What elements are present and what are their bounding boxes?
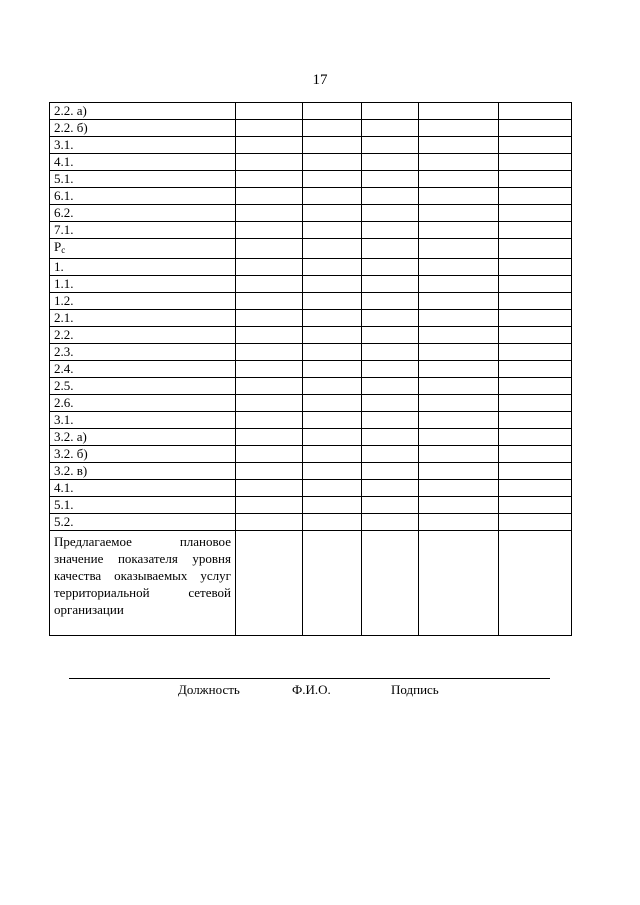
data-table	[49, 102, 572, 636]
empty-cell	[419, 480, 499, 497]
row-label: 1.2.	[50, 293, 236, 310]
empty-cell	[303, 222, 362, 239]
empty-cell	[419, 276, 499, 293]
empty-cell	[362, 361, 419, 378]
table-row	[50, 480, 572, 497]
row-label: 2.2. б)	[50, 120, 236, 137]
empty-cell	[236, 531, 303, 636]
empty-cell	[419, 239, 499, 259]
empty-cell	[236, 344, 303, 361]
empty-cell	[236, 463, 303, 480]
empty-cell	[236, 293, 303, 310]
empty-cell	[419, 293, 499, 310]
empty-cell	[236, 412, 303, 429]
empty-cell	[362, 222, 419, 239]
empty-cell	[303, 531, 362, 636]
empty-cell	[362, 463, 419, 480]
row-label: 3.1.	[50, 412, 236, 429]
empty-cell	[419, 531, 499, 636]
empty-cell	[303, 361, 362, 378]
empty-cell	[236, 378, 303, 395]
table-row	[50, 103, 572, 120]
empty-cell	[303, 514, 362, 531]
empty-cell	[303, 239, 362, 259]
empty-cell	[499, 378, 572, 395]
table-row	[50, 276, 572, 293]
empty-cell	[499, 276, 572, 293]
table-row	[50, 463, 572, 480]
empty-cell	[236, 395, 303, 412]
empty-cell	[419, 205, 499, 222]
empty-cell	[362, 171, 419, 188]
row-label	[50, 239, 236, 259]
empty-cell	[236, 497, 303, 514]
empty-cell	[236, 205, 303, 222]
empty-cell	[419, 310, 499, 327]
empty-cell	[362, 327, 419, 344]
table-row	[50, 120, 572, 137]
empty-cell	[303, 103, 362, 120]
empty-cell	[236, 137, 303, 154]
table-row	[50, 327, 572, 344]
table-row	[50, 412, 572, 429]
empty-cell	[419, 344, 499, 361]
table-row	[50, 361, 572, 378]
signature-line	[69, 678, 550, 679]
empty-cell	[362, 293, 419, 310]
empty-cell	[362, 497, 419, 514]
empty-cell	[362, 103, 419, 120]
empty-cell	[419, 103, 499, 120]
empty-cell	[362, 378, 419, 395]
table-row	[50, 171, 572, 188]
empty-cell	[236, 171, 303, 188]
table-row	[50, 293, 572, 310]
table-row	[50, 222, 572, 239]
final-row-label: Предлагаемое плановое значение показателя уровня качества оказываемых услуг территориальной сетевой организации	[50, 531, 236, 636]
empty-cell	[236, 239, 303, 259]
table-row	[50, 154, 572, 171]
row-label: 4.1.	[50, 154, 236, 171]
empty-cell	[303, 259, 362, 276]
empty-cell	[362, 514, 419, 531]
empty-cell	[303, 446, 362, 463]
row-label: 3.2. в)	[50, 463, 236, 480]
empty-cell	[303, 154, 362, 171]
empty-cell	[499, 344, 572, 361]
empty-cell	[419, 222, 499, 239]
empty-cell	[419, 378, 499, 395]
empty-cell	[362, 344, 419, 361]
empty-cell	[236, 188, 303, 205]
empty-cell	[362, 276, 419, 293]
row-label: 6.2.	[50, 205, 236, 222]
row-label: 2.2.	[50, 327, 236, 344]
table-row	[50, 514, 572, 531]
row-label: 2.5.	[50, 378, 236, 395]
table-row	[50, 344, 572, 361]
empty-cell	[419, 446, 499, 463]
row-label: 5.2.	[50, 514, 236, 531]
empty-cell	[303, 137, 362, 154]
empty-cell	[499, 188, 572, 205]
empty-cell	[362, 395, 419, 412]
table-row	[50, 395, 572, 412]
table-row	[50, 378, 572, 395]
empty-cell	[499, 239, 572, 259]
final-row	[50, 531, 572, 636]
empty-cell	[362, 531, 419, 636]
row-label: 1.1.	[50, 276, 236, 293]
row-label: 1.	[50, 259, 236, 276]
empty-cell	[419, 497, 499, 514]
pc-symbol: P	[54, 239, 62, 254]
name-label: Ф.И.О.	[292, 682, 331, 697]
empty-cell	[499, 480, 572, 497]
empty-cell	[362, 239, 419, 259]
row-label: 3.1.	[50, 137, 236, 154]
empty-cell	[236, 327, 303, 344]
row-label: 6.1.	[50, 188, 236, 205]
empty-cell	[303, 463, 362, 480]
empty-cell	[303, 429, 362, 446]
empty-cell	[419, 259, 499, 276]
empty-cell	[236, 120, 303, 137]
empty-cell	[499, 514, 572, 531]
empty-cell	[362, 154, 419, 171]
empty-cell	[362, 480, 419, 497]
empty-cell	[362, 412, 419, 429]
empty-cell	[499, 137, 572, 154]
empty-cell	[303, 205, 362, 222]
row-label: 3.2. а)	[50, 429, 236, 446]
empty-cell	[303, 480, 362, 497]
pc-subscript: c	[61, 245, 66, 255]
empty-cell	[303, 310, 362, 327]
empty-cell	[362, 310, 419, 327]
empty-cell	[499, 497, 572, 514]
empty-cell	[499, 259, 572, 276]
empty-cell	[499, 171, 572, 188]
empty-cell	[419, 361, 499, 378]
row-label: 4.1.	[50, 480, 236, 497]
table-row	[50, 446, 572, 463]
empty-cell	[499, 205, 572, 222]
empty-cell	[499, 446, 572, 463]
empty-cell	[419, 154, 499, 171]
empty-cell	[303, 497, 362, 514]
empty-cell	[499, 103, 572, 120]
signature-label: Подпись	[391, 682, 439, 697]
empty-cell	[499, 361, 572, 378]
empty-cell	[303, 395, 362, 412]
empty-cell	[419, 463, 499, 480]
empty-cell	[499, 429, 572, 446]
empty-cell	[303, 171, 362, 188]
empty-cell	[499, 222, 572, 239]
empty-cell	[303, 120, 362, 137]
table-row	[50, 310, 572, 327]
empty-cell	[419, 171, 499, 188]
empty-cell	[419, 120, 499, 137]
empty-cell	[499, 395, 572, 412]
row-label: 5.1.	[50, 171, 236, 188]
table-row	[50, 259, 572, 276]
empty-cell	[236, 222, 303, 239]
row-label: 2.3.	[50, 344, 236, 361]
empty-cell	[362, 188, 419, 205]
empty-cell	[236, 103, 303, 120]
empty-cell	[499, 412, 572, 429]
row-label: 2.2. а)	[50, 103, 236, 120]
empty-cell	[419, 327, 499, 344]
empty-cell	[236, 514, 303, 531]
row-label: 3.2. б)	[50, 446, 236, 463]
empty-cell	[303, 276, 362, 293]
row-label: 2.6.	[50, 395, 236, 412]
empty-cell	[236, 480, 303, 497]
row-label: 7.1.	[50, 222, 236, 239]
empty-cell	[303, 188, 362, 205]
row-label: 2.1.	[50, 310, 236, 327]
position-label: Должность	[178, 682, 240, 697]
empty-cell	[303, 327, 362, 344]
table-row	[50, 239, 572, 259]
empty-cell	[499, 310, 572, 327]
empty-cell	[236, 361, 303, 378]
table-row	[50, 137, 572, 154]
empty-cell	[362, 429, 419, 446]
empty-cell	[362, 446, 419, 463]
empty-cell	[303, 412, 362, 429]
empty-cell	[499, 293, 572, 310]
table-row	[50, 429, 572, 446]
empty-cell	[419, 412, 499, 429]
empty-cell	[419, 395, 499, 412]
empty-cell	[499, 531, 572, 636]
empty-cell	[362, 120, 419, 137]
empty-cell	[362, 137, 419, 154]
empty-cell	[236, 429, 303, 446]
empty-cell	[236, 154, 303, 171]
empty-cell	[236, 446, 303, 463]
table-row	[50, 497, 572, 514]
empty-cell	[499, 154, 572, 171]
empty-cell	[303, 293, 362, 310]
table-row	[50, 188, 572, 205]
empty-cell	[419, 514, 499, 531]
empty-cell	[419, 137, 499, 154]
empty-cell	[236, 259, 303, 276]
empty-cell	[236, 310, 303, 327]
page-number: 17	[312, 72, 328, 88]
row-label: 5.1.	[50, 497, 236, 514]
empty-cell	[303, 378, 362, 395]
row-label: 2.4.	[50, 361, 236, 378]
empty-cell	[499, 463, 572, 480]
empty-cell	[236, 276, 303, 293]
empty-cell	[303, 344, 362, 361]
empty-cell	[499, 327, 572, 344]
empty-cell	[362, 259, 419, 276]
empty-cell	[419, 429, 499, 446]
empty-cell	[419, 188, 499, 205]
empty-cell	[499, 120, 572, 137]
empty-cell	[362, 205, 419, 222]
table-row	[50, 205, 572, 222]
